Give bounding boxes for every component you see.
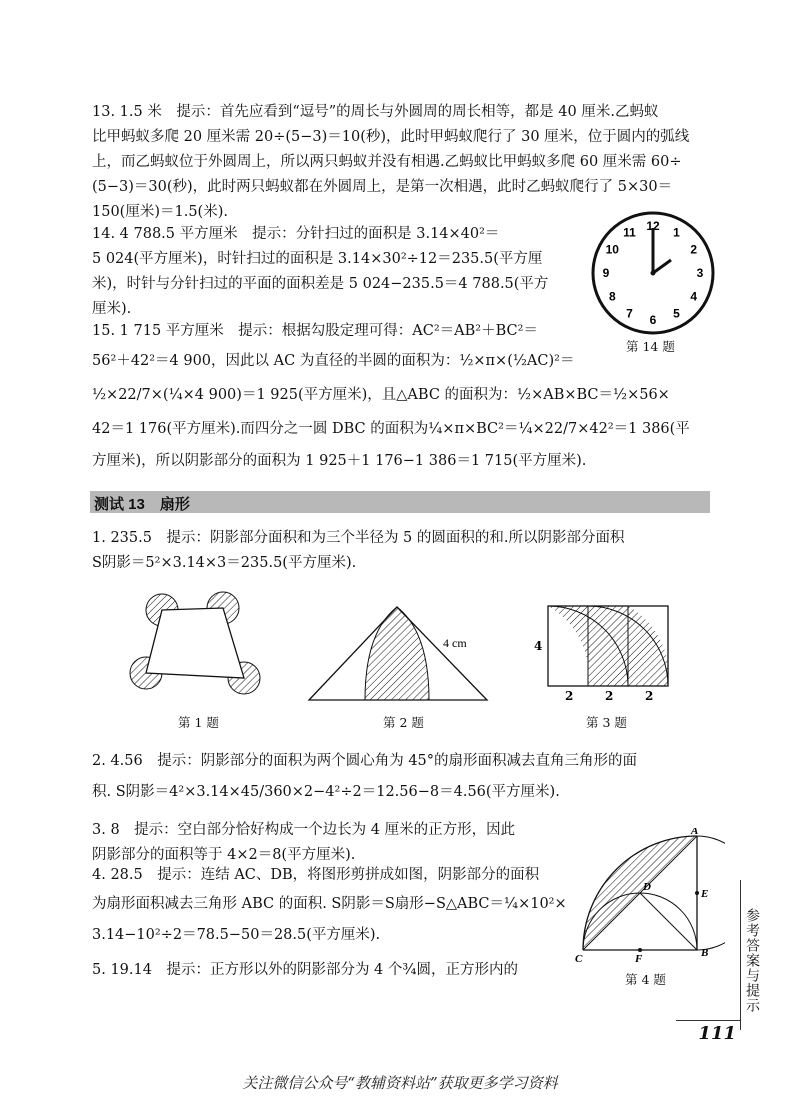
clock-numeral: 11 [623, 225, 636, 240]
clock-numeral: 1 [673, 225, 680, 240]
bottom-label: 2 [645, 689, 654, 703]
text-line: 14. 4 788.5 平方厘米 提示：分针扫过的面积是 3.14×40²＝ [92, 226, 500, 242]
text-line: 5. 19.14 提示：正方形以外的阴影部分为 4 个¾圆，正方形内的 [92, 962, 518, 978]
label-a: A [691, 828, 699, 837]
label-b: B [701, 947, 709, 959]
text-line: 5 024(平方厘米)，时针扫过的面积是 3.14×30²÷12＝235.5(平方厘 [92, 251, 543, 267]
figure-4-caption: 第 4 题 [625, 972, 666, 987]
text-line: 42＝1 176(平方厘米).而四分之一圆 DBC 的面积为¼×π×BC²＝¼×22/7×42²＝1 386(平 [92, 421, 690, 437]
clock-numeral: 3 [696, 266, 704, 280]
hour-hand [653, 260, 671, 273]
question-3 [92, 818, 562, 868]
text-line: 厘米). [92, 301, 132, 317]
text-line: 比甲蚂蚁多爬 20 厘米需 20÷(5−3)＝10(秒)，此时甲蚂蚁爬行了 30 厘米，位于圆内的弧线 [92, 129, 690, 145]
label-c: C [575, 953, 583, 965]
label-e: E [701, 888, 709, 900]
text-line: S阴影＝5²×3.14×3＝235.5(平方厘米). [92, 555, 357, 571]
clock-numeral: 6 [649, 313, 657, 327]
figure-4 [575, 828, 725, 968]
clock-numeral: 5 [673, 306, 680, 321]
shaded-lens [365, 607, 429, 700]
page-number [676, 1020, 740, 1047]
bottom-label: 2 [565, 689, 574, 703]
page-number-text: 111 [698, 1023, 736, 1044]
clock-numeral: 7 [626, 306, 633, 321]
text-line: 方厘米)，所以阴影部分的面积为 1 925＋1 176−1 386＝1 715(平方厘米). [92, 453, 587, 469]
bottom-label: 2 [605, 689, 614, 703]
question-5 [92, 958, 572, 983]
text-line: 2. 4.56 提示：阴影部分的面积为两个圆心角为 45°的扇形面积减去直角三角形的面 [92, 753, 638, 769]
clock-caption: 第 14 题 [626, 339, 675, 354]
side-tab-label: 参考答案与提示 [745, 908, 761, 1013]
question-2 [92, 746, 712, 808]
text-line: 上，而乙蚂蚁位于外圆周上，所以两只蚂蚁并没有相遇.乙蚂蚁比甲蚂蚁多爬 60 厘米需 60÷ [92, 154, 682, 170]
figure-3-caption: 第 3 题 [586, 715, 627, 730]
text-line: 3. 8 提示：空白部分恰好构成一个边长为 4 厘米的正方形，因此 [92, 822, 516, 838]
figure-3 [530, 600, 680, 705]
clock-numeral: 10 [605, 242, 619, 257]
clock-numeral: 9 [602, 266, 610, 280]
question-1 [92, 526, 712, 576]
figure-2-caption: 第 2 题 [383, 715, 424, 730]
text-line: ½×22/7×(¼×4 900)＝1 925(平方厘米)，且△ABC 的面积为：½×AB×BC＝½×56× [92, 387, 670, 403]
length-label: 4 cm [443, 636, 467, 650]
clock-numeral: 8 [608, 289, 616, 304]
clock-center [651, 271, 656, 276]
side-tab [740, 880, 763, 1030]
problem-15 [92, 318, 712, 476]
label-f: F [635, 953, 643, 965]
problem-13 [92, 100, 712, 225]
text-line: 4. 28.5 提示：连结 AC、DB，将图形剪拼成如图，阴影部分的面积 [92, 867, 540, 883]
side-label: 4 [534, 639, 543, 653]
section-title: 测试 13 扇形 [94, 496, 190, 513]
clock-numeral: 12 [646, 219, 660, 233]
text-line: 15. 1 715 平方厘米 提示：根据勾股定理可得：AC²＝AB²＋BC²＝ [92, 323, 538, 339]
figure-1-caption: 第 1 题 [178, 715, 219, 730]
figure-1 [120, 585, 270, 715]
text-line: 1. 235.5 提示：阴影部分面积和为三个半径为 5 的圆面积的和.所以阴影部分面积 [92, 530, 625, 546]
text-line: 积. S阴影＝4²×3.14×45/360×2−4²÷2＝12.56−8＝4.56(平方厘米). [92, 784, 560, 800]
text-line: 13. 1.5 米 提示：首先应看到“逗号”的周长与外圆周的周长相等，都是 40 厘米.乙蚂蚁 [92, 104, 659, 120]
point-f [638, 948, 642, 952]
clock-numeral: 4 [690, 289, 698, 304]
text-line: 150(厘米)＝1.5(米). [92, 204, 228, 220]
problem-14 [92, 222, 572, 322]
figure-2 [305, 602, 495, 704]
clock-numeral: 2 [690, 242, 698, 257]
text-line: 为扇形面积减去三角形 ABC 的面积. S阴影＝S扇形−S△ABC＝¼×10²× [92, 896, 567, 912]
footer-note: 关注微信公众号“教辅资料站”获取更多学习资料 [242, 1074, 558, 1092]
text-line: 56²＋42²＝4 900，因此以 AC 为直径的半圆的面积为：½×π×(½AC)²＝ [92, 353, 575, 369]
text-line: 3.14−10²÷2＝78.5−50＝28.5(平方厘米). [92, 927, 381, 943]
text-line: (5−3)＝30(秒)，此时两只蚂蚁都在外圆周上，是第一次相遇，此时乙蚂蚁爬行了 5×30＝ [92, 179, 673, 195]
point-e [695, 891, 699, 895]
text-line: 米)，时针与分针扫过的平面的面积差是 5 024−235.5＝4 788.5(平方 [92, 276, 549, 292]
label-d: D [643, 881, 651, 893]
question-4 [92, 862, 572, 950]
text-line: 阴影部分的面积等于 4×2＝8(平方厘米). [92, 847, 356, 863]
section-banner [90, 491, 710, 513]
